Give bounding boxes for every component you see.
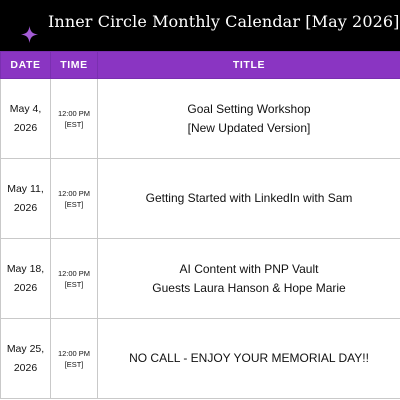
time-cell [51,239,98,319]
event-title: Getting Started with LinkedIn with Sam [145,191,353,205]
date-cell [1,159,51,239]
date-cell [1,239,51,319]
title-cell [98,79,400,159]
time-value: 12:00 PM [57,268,91,278]
date-day: May 18, [6,262,45,275]
event-subtitle: [New Updated Version] [187,120,311,135]
date-day: May 11, [7,182,44,195]
column-header-date: DATE [1,52,51,79]
page-title: Inner Circle Monthly Calendar [May 2026] [48,12,400,31]
calendar-header [0,0,400,51]
sparkle-icon [21,26,38,43]
time-zone: [EST] [64,119,84,129]
time-value: 12:00 PM [57,348,91,358]
title-cell [98,159,400,239]
date-cell [1,79,51,159]
title-cell [98,239,400,319]
event-title: AI Content with PNP Vault [179,261,319,276]
time-zone: [EST] [64,279,84,289]
date-year: 2026 [13,361,38,374]
column-header-time: TIME [51,52,98,79]
table-row [1,159,400,239]
time-value: 12:00 PM [57,108,91,118]
table-row [1,239,400,319]
event-title: NO CALL - ENJOY YOUR MEMORIAL DAY!! [129,351,369,365]
time-cell [51,319,98,399]
date-cell [1,319,51,399]
time-zone: [EST] [64,199,84,209]
calendar-table [0,51,400,399]
date-day: May 25, [6,342,45,355]
table-row [1,79,400,159]
table-header-row [1,52,400,79]
date-year: 2026 [13,201,38,214]
table-row [1,319,400,399]
title-cell [98,319,400,399]
date-year: 2026 [13,121,38,134]
column-header-title: TITLE [98,52,400,79]
time-cell [51,159,98,239]
event-title: Goal Setting Workshop [187,101,311,116]
time-zone: [EST] [64,359,84,369]
date-day: May 4, [9,102,42,115]
event-subtitle: Guests Laura Hanson & Hope Marie [152,280,346,295]
time-cell [51,79,98,159]
time-value: 12:00 PM [57,188,91,198]
date-year: 2026 [13,281,38,294]
